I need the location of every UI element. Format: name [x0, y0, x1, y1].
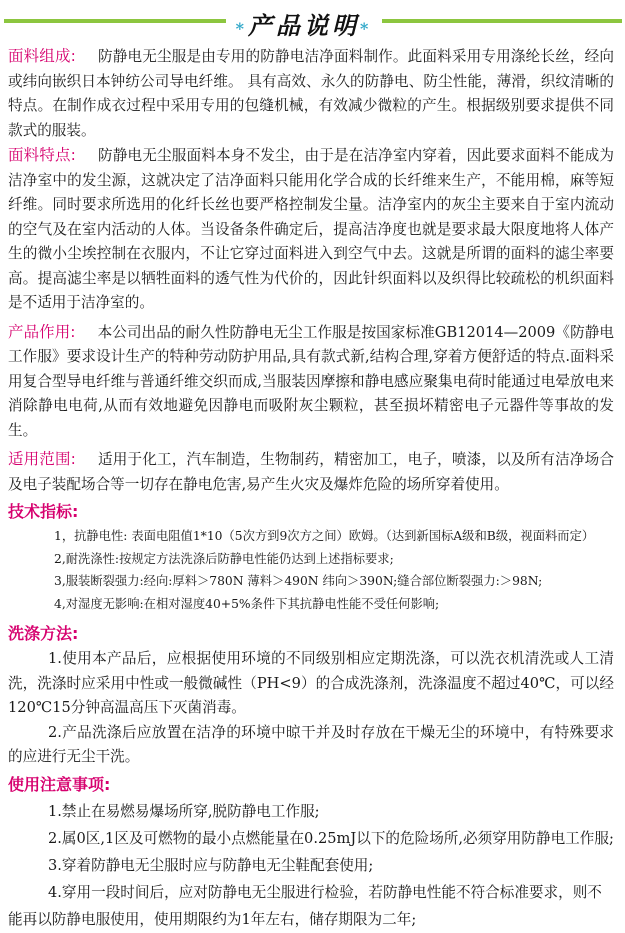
page-title-text: 产品说明: [248, 11, 360, 40]
features-label: 面料特点:: [8, 146, 76, 164]
note-item: 2.属0区,1区及可燃物的最小点燃能量在0.25mJ以下的危险场所,必须穿用防静电工作服;: [48, 829, 614, 847]
tech-item: 2,耐洗涤性:按规定方法洗涤后防静电性能仍达到上述指标要求;: [54, 551, 394, 566]
wash-item: 2.产品洗涤后应放置在洁净的环境中晾干并及时存放在干燥无尘的环境中，有特殊要求的应进行无尘干洗。: [8, 723, 614, 765]
tech-item: 1，抗静电性: 表面电阻值1*10（5次方到9次方之间）欧姆。（达到新国标A级和B级，视面料而定）: [54, 529, 595, 543]
usage-label: 产品作用:: [8, 322, 76, 341]
star-icon: *: [235, 19, 248, 38]
note-item: 1.禁止在易燃易爆场所穿,脱防静电工作服;: [48, 802, 320, 820]
fabric-section: [8, 44, 614, 143]
scope-section: [8, 447, 614, 497]
note-item: 3.穿着防静电无尘服时应与防静电无尘鞋配套使用;: [48, 856, 374, 874]
usage-section: [8, 320, 614, 444]
tech-title: 技术指标:: [8, 502, 79, 521]
wash-item: 1.使用本产品后，应根据使用环境的不同级别相应定期洗涤，可以洗衣机清洗或人工清洗，洗涤时应采用中性或一般微碱性（PH<9）的合成洗涤剂，洗涤温度不超过40℃，可以经120℃15分钟高温高压下灭菌消毒。: [8, 650, 614, 716]
tech-item: 4,对湿度无影响:在相对湿度40+5%条件下其抗静电性能不受任何影响;: [54, 596, 440, 611]
page-title: [226, 6, 382, 41]
header-banner: [0, 4, 625, 40]
star-icon: *: [360, 19, 373, 38]
header-right-rule: [382, 19, 622, 23]
document-body: [8, 44, 614, 933]
scope-text: 适用于化工，汽车制造，生物制药，精密加工，电子，喷漆，以及所有洁净场合及电子装配场合等一切存在静电危害,易产生火灾及爆炸危险的场所穿着使用。: [8, 451, 614, 493]
features-text: 防静电无尘服面料本身不发尘，由于是在洁净室内穿着，因此要求面料不能成为洁净室中的发尘源，这就决定了洁净面料只能用化学合成的长纤维来生产，不能用棉，麻等短纤维。同时要求所选用的化纤长丝也要严格控制发尘量。洁净室内的灰尘主要来自于室内流动的空气及在室内活动的人体。当设备条件确定后，提高洁净度也就是要求最大限度地将人体产生的微小尘埃控制在衣服内，不让它穿过面料进入到空气中去。这就是所谓的面料的滤尘率要高。提高滤尘率是以牺牲面料的透气性为代价的，因此针织面料以及织得比较疏松的机织面料是不适用于洁净室的。: [8, 147, 614, 311]
note-item: 4.穿用一段时间后，应对防静电无尘服进行检验，若防静电性能不符合标准要求，则不能再以防静电服使用，使用期限约为1年左右，储存期限为二年;: [8, 883, 602, 928]
fabric-text: 防静电无尘服是由专用的防静电洁净面料制作。此面料采用专用涤纶长丝，经向或纬向嵌织日本钟纺公司导电纤维。 具有高效、永久的防静电、防尘性能，薄滑，织纹清晰的特点。在制作成衣过程中采用专用的包缝机械，有效减少微粒的产生。根据级别要求提供不同款式的服装。: [8, 48, 614, 139]
usage-text: 本公司出品的耐久性防静电无尘工作服是按国家标准GB12014—2009《防静电工作服》要求设计生产的特种劳动防护用品,具有款式新,结构合理,穿着方便舒适的特点.面料采用复合型导电纤维与普通纤维交织而成,当服装因摩擦和静电感应聚集电荷时能通过电晕放电来消除静电电荷,从而有效地避免因静电而吸附灰尘颗粒，甚至损坏精密电子元器件等事故的发生。: [8, 323, 614, 439]
header-left-rule: [4, 19, 226, 23]
features-section: [8, 143, 614, 316]
notes-title: 使用注意事项:: [8, 774, 111, 794]
tech-item: 3,服装断裂强力:经向:厚料＞780N 薄料＞490N 纬向＞390N;缝合部位断裂强力:＞98N;: [54, 574, 543, 588]
scope-label: 适用范围:: [8, 450, 76, 468]
fabric-label: 面料组成:: [8, 47, 76, 65]
wash-title: 洗涤方法:: [8, 624, 79, 643]
